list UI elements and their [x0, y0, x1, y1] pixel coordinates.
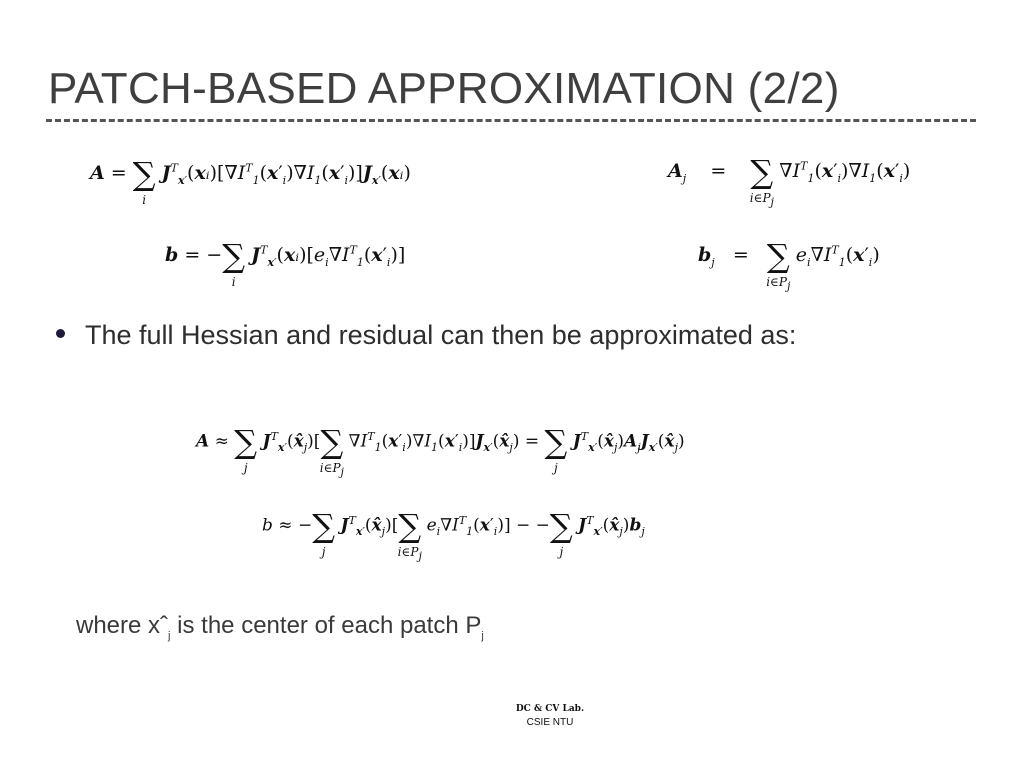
equation-A-sum: A = ∑ i $J^T_{x'}(xᵢ)[\nabla I^T_1(x'_i)\nabla I_1(x'_i)]J_{x'}(xᵢ)$ — [90, 155, 411, 207]
footer — [500, 703, 600, 729]
equation-b-sum: b = −∑ i $J^T_{x'}(xᵢ)[e_i\nabla I^T_1(x'_i)]$ — [165, 237, 406, 289]
equation-bj: $b_j$ = ∑ $i\in P_j$ $e_i\nabla I^T_1(x'_i)$ — [698, 237, 880, 293]
bullet-text: The full Hessian and residual can then be approximated as: — [85, 320, 797, 350]
where-sub-j: j — [168, 629, 171, 642]
where-sub-j2: j — [481, 629, 484, 642]
equation-A-approx: A ≈ ∑ j $J^T_{x'}(x̂_j)[\sum$ $i\in P_j$ $\nabla I^T_1(x'_i)\nabla I_1(x'_i)]J_{x'}(x̂_j)$ = ∑ j $J^T_{x'}(x̂_j)A_jJ_{x'}(x̂_j)$ — [196, 423, 685, 479]
equation-b-approx: b ≈ −∑ j $J^T_{x'}(x̂_j)[\sum$ $i\in P_j$ $e_i\nabla I^T_1(x'_i)$] − −∑ j $J^T_{x'}(x̂_j)b_j$ — [262, 507, 645, 563]
footer-lab: DC & CV Lab. — [515, 704, 585, 714]
equation-Aj: $A_j$ = ∑ $i\in P_j$ $\nabla I^T_1(x'_i)\nabla I_1(x'_i)$ — [668, 153, 911, 209]
bullet-dot-icon — [56, 329, 65, 338]
title-divider — [46, 119, 976, 122]
bullet-item — [50, 320, 796, 351]
where-hat: ˆ — [160, 612, 169, 639]
where-mid: is the center of each patch P — [170, 612, 482, 639]
footer-university: CSIE NTU — [526, 717, 574, 728]
slide-title: PATCH-BASED APPROXIMATION (2/2) — [48, 64, 840, 113]
where-prefix: where x — [76, 612, 161, 639]
where-note — [76, 612, 484, 642]
